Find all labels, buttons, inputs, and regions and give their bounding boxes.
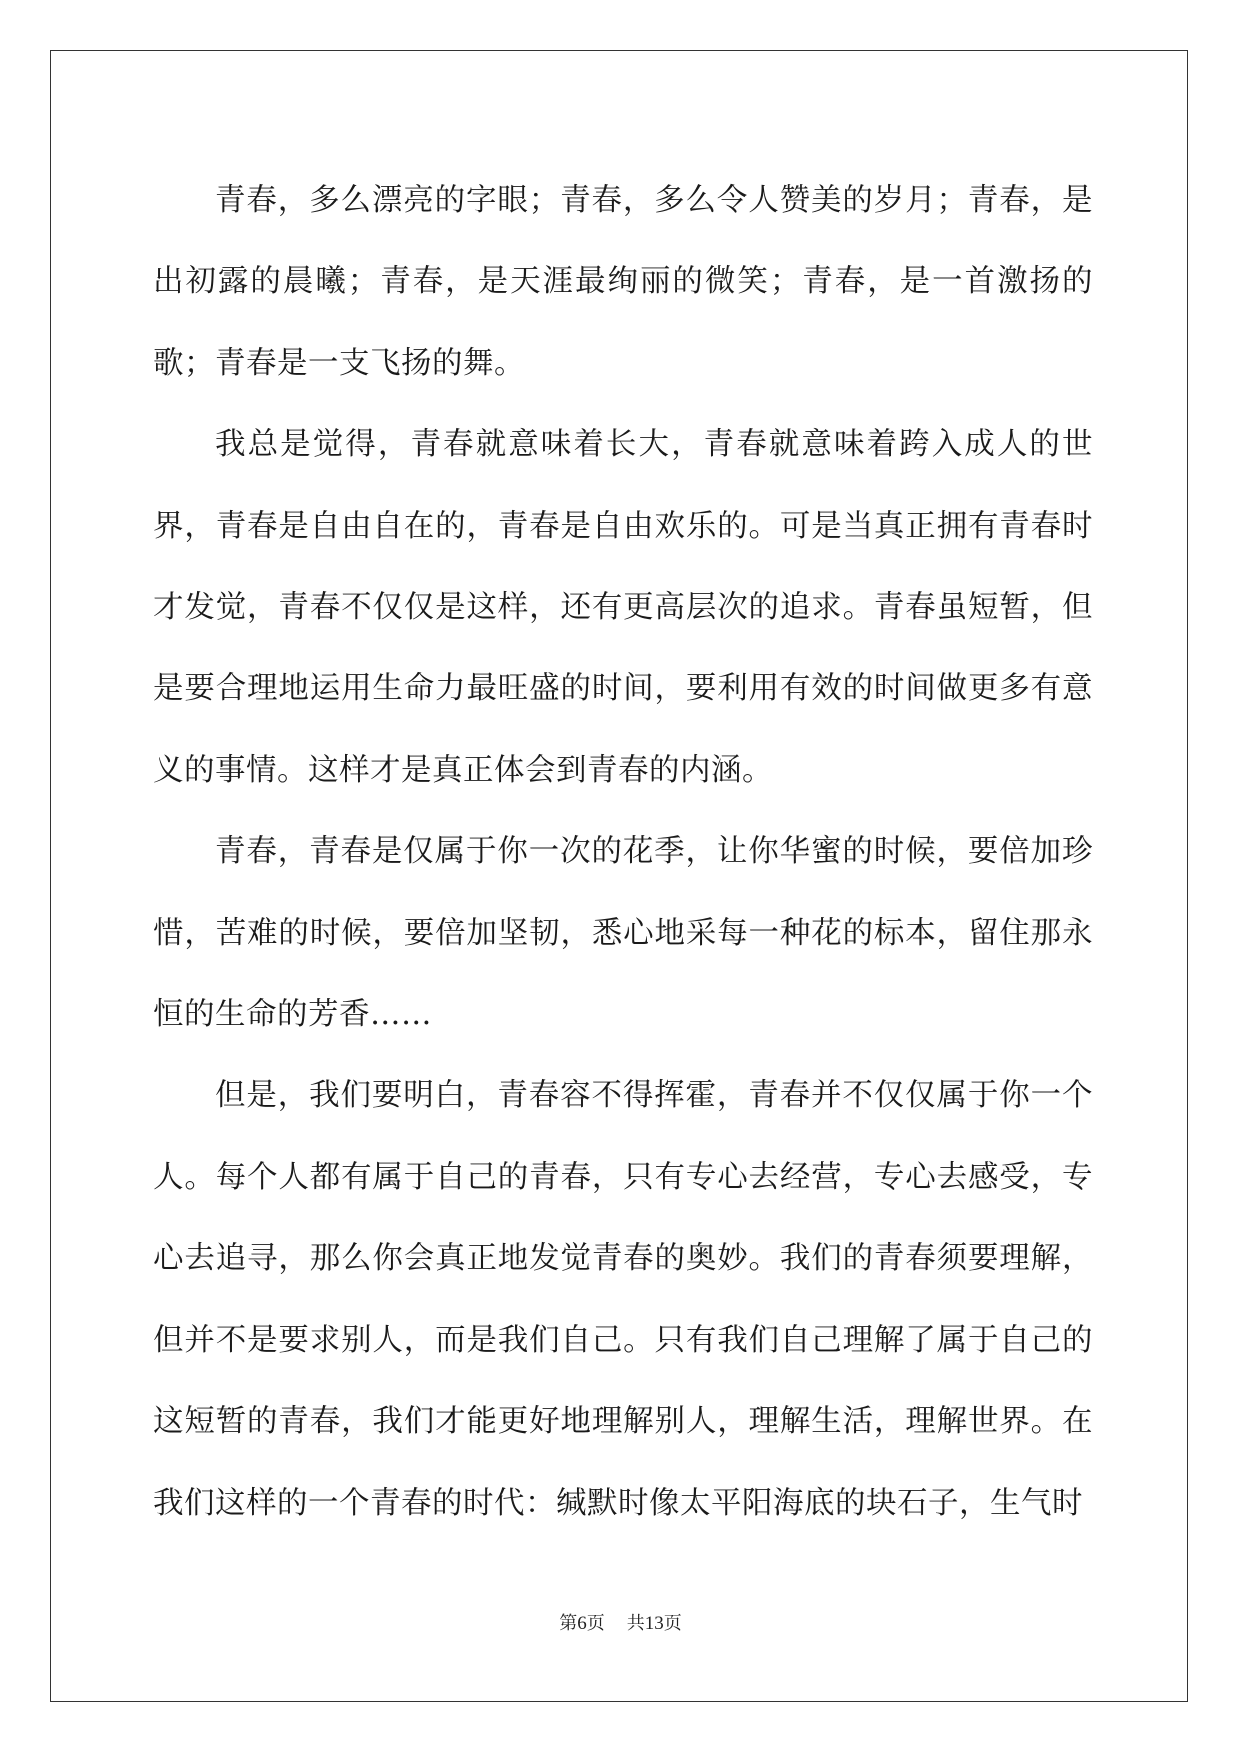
paragraph-3: 青春，青春是仅属于你一次的花季，让你华蜜的时候，要倍加珍惜，苦难的时候，要倍加坚韧，悉心地采每一种花的标本，留住那永恒的生命的芳香……	[153, 834, 1093, 1033]
page-footer	[0, 1612, 1241, 1636]
document-body	[153, 160, 1093, 1544]
total-suffix: 页	[663, 1613, 682, 1634]
total-prefix: 共	[626, 1613, 645, 1634]
paragraph-1: 青春，多么漂亮的字眼；青春，多么令人赞美的岁月；青春，是出初露的晨曦；青春，是天涯最绚丽的微笑；青春，是一首激扬的歌；青春是一支飞扬的舞。	[153, 183, 1093, 381]
page-suffix: 页	[586, 1613, 605, 1634]
paragraph-4: 但是，我们要明白，青春容不得挥霍，青春并不仅仅属于你一个人。每个人都有属于自己的青春，只有专心去经营，专心去感受，专心去追寻，那么你会真正地发觉青春的奥妙。我们的青春须要理解，但并不是要求别人，而是我们自己。只有我们自己理解了属于自己的这短暂的青春，我们才能更好地理解别人，理解生活，理解世界。在我们这样的一个青春的时代：缄默时像太平阳海底的块石子，生气时	[153, 1078, 1093, 1521]
page-number: 6	[577, 1613, 587, 1634]
page-prefix: 第	[559, 1613, 578, 1634]
total-pages: 13	[644, 1613, 664, 1634]
paragraph-2: 我总是觉得，青春就意味着长大，青春就意味着跨入成人的世界，青春是自由自在的，青春是自由欢乐的。可是当真正拥有青春时才发觉，青春不仅仅是这样，还有更高层次的追求。青春虽短暂，但是要合理地运用生命力最旺盛的时间，要利用有效的时间做更多有意义的事情。这样才是真正体会到青春的内涵。	[153, 427, 1093, 788]
